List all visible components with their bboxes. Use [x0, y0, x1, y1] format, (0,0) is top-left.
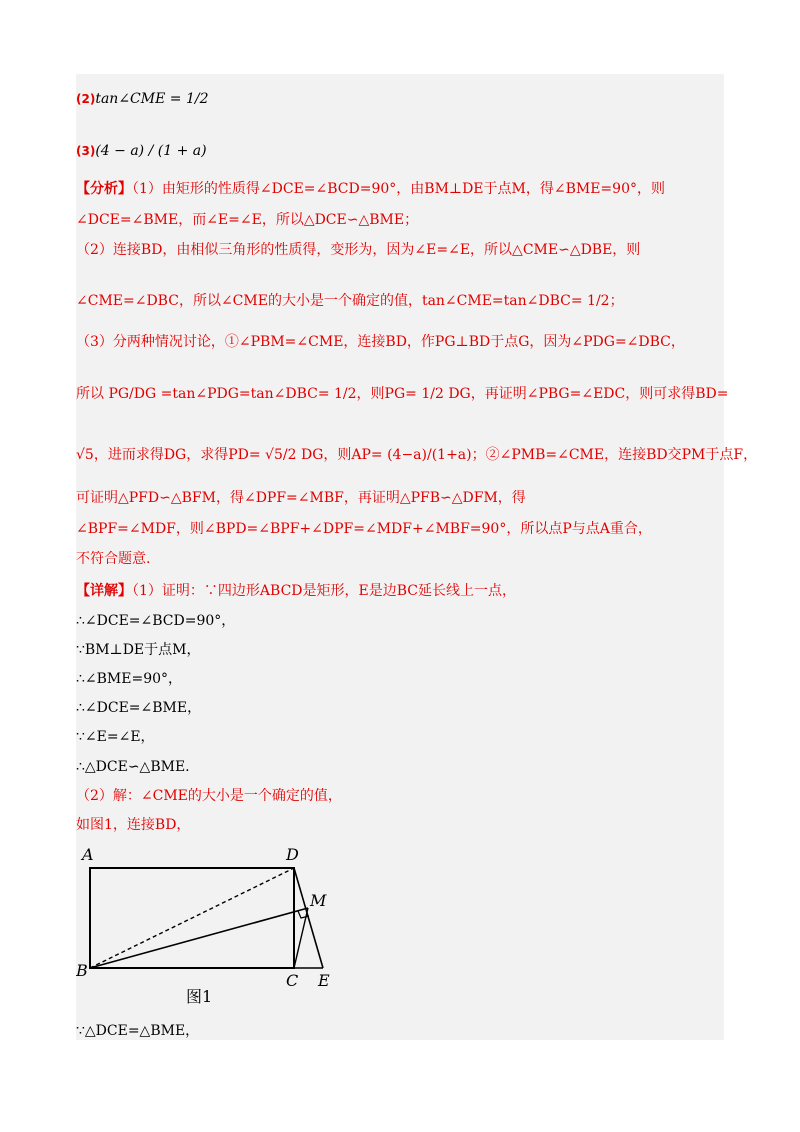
analysis-line-2: ∠DCE=∠BME，而∠E=∠E，所以△DCE∽△BME；	[76, 212, 419, 228]
solution-line-1	[76, 582, 516, 600]
solution-line-2: ∴∠DCE=∠BCD=90°，	[76, 613, 236, 629]
analysis-line-4: ∠CME=∠DBC，所以∠CME的大小是一个确定的值，tan∠CME=tan∠DBC= 1/2；	[76, 293, 624, 309]
solution-line-7: ∴△DCE∽△BME.	[76, 759, 190, 775]
analysis-line-7: √5，进而求得DG，求得PD= √5/2 DG，则AP= (4−a)/(1+a)；②∠PMB=∠CME，连接BD交PM于点F，	[76, 447, 758, 463]
solution-line-10: ∵△DCE=△BME，	[76, 1023, 200, 1039]
answer-3	[76, 142, 207, 160]
analysis-bracket: 【分析】	[76, 181, 132, 197]
label-e: E	[318, 971, 330, 990]
analysis-line-9: ∠BPF=∠MDF，则∠BPD=∠BPF+∠DPF=∠MDF+∠MBF=90°，所以点P与点A重合，	[76, 521, 652, 537]
label-c: C	[286, 971, 299, 990]
analysis-line-1	[76, 180, 665, 198]
analysis-line-10: 不符合题意.	[76, 551, 151, 567]
figure-1	[76, 842, 346, 1017]
solution-line-5: ∴∠DCE=∠BME，	[76, 700, 202, 716]
answer-2	[76, 90, 208, 108]
answer-3-text: (4 − a) / (1 + a)	[95, 143, 207, 159]
label-b: B	[76, 961, 88, 980]
analysis-line-8: 可证明△PFD∽△BFM，得∠DPF=∠MBF，再证明△PFB∽△DFM，得	[76, 490, 526, 506]
segment-bm	[90, 908, 308, 968]
answer-2-text: tan∠CME = 1/2	[95, 91, 209, 107]
label-a: A	[82, 845, 94, 864]
analysis-line-5: （3）分两种情况讨论，①∠PBM=∠CME，连接BD，作PG⊥BD于点G，因为∠PDG=∠DBC，	[76, 334, 685, 350]
label-m: M	[310, 891, 327, 910]
figure-caption: 图1	[186, 987, 213, 1006]
solution-text-1: （1）证明：∵四边形ABCD是矩形，E是边BC延长线上一点，	[132, 583, 516, 599]
analysis-line-6: 所以 PG/DG =tan∠PDG=tan∠DBC= 1/2，则PG= 1/2 DG，再证明∠PBG=∠EDC，则可求得BD=	[76, 386, 729, 402]
answer-3-tag: (3)	[76, 144, 96, 158]
solution-line-6: ∵∠E=∠E，	[76, 729, 155, 745]
segment-de	[294, 868, 323, 968]
label-d: D	[286, 845, 299, 864]
analysis-line-3: （2）连接BD，由相似三角形的性质得，变形为，因为∠E=∠E，所以△CME∽△DBE，则	[76, 242, 641, 258]
figure-1-svg	[76, 842, 346, 1017]
solution-line-3: ∵BM⊥DE于点M，	[76, 642, 201, 658]
solution-line-8: （2）解：∠CME的大小是一个确定的值，	[76, 788, 342, 804]
solution-line-9: 如图1，连接BD，	[76, 817, 191, 833]
solution-bracket: 【详解】	[76, 583, 132, 599]
answer-2-tag: (2)	[76, 92, 96, 106]
segment-bd	[90, 868, 294, 968]
solution-line-4: ∴∠BME=90°，	[76, 671, 183, 687]
analysis-text-1: （1）由矩形的性质得∠DCE=∠BCD=90°，由BM⊥DE于点M，得∠BME=90°，则	[132, 181, 665, 197]
